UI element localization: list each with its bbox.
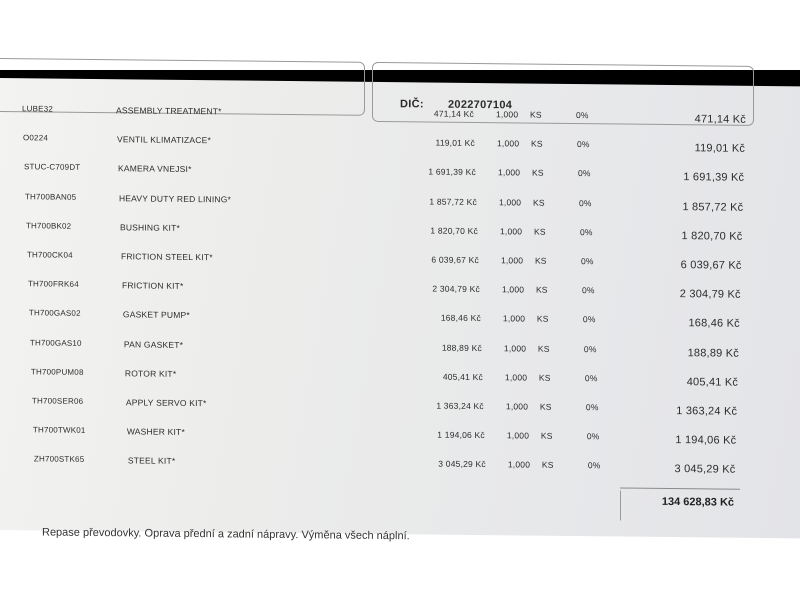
table-row	[0, 454, 800, 478]
item-discount: 0%	[585, 402, 599, 413]
item-unit: KS	[530, 109, 542, 120]
item-total: 1 691,39 Kč	[683, 171, 745, 185]
item-code: TH700PUM08	[30, 367, 84, 377]
item-code: TH700TWK01	[32, 425, 86, 436]
table-row	[0, 279, 800, 303]
item-quantity: 1,000	[496, 109, 519, 120]
item-description: KAMERA VNEJSI*	[117, 163, 192, 175]
item-unit-price: 1 857,72 Kč	[429, 196, 477, 207]
item-quantity: 1,000	[498, 196, 522, 208]
table-row	[0, 425, 800, 449]
item-code: O0224	[22, 133, 49, 143]
document-photo	[0, 70, 800, 543]
item-description: BUSHING KIT*	[119, 222, 180, 233]
item-unit-price: 405,41 Kč	[442, 371, 483, 382]
item-quantity: 1,000	[505, 401, 529, 412]
item-quantity: 1,000	[504, 372, 528, 383]
item-quantity: 1,000	[499, 226, 523, 237]
item-quantity: 1,000	[500, 255, 524, 266]
item-quantity: 1,000	[497, 167, 521, 178]
item-total: 2 304,79 Kč	[679, 288, 741, 301]
item-unit: KS	[540, 430, 553, 441]
item-description: STEEL KIT*	[127, 455, 176, 467]
item-total: 1 194,06 Kč	[675, 434, 737, 447]
item-unit-price: 188,89 Kč	[441, 342, 482, 353]
item-discount: 0%	[579, 226, 593, 238]
item-code: TH700BK02	[25, 221, 72, 231]
item-discount: 0%	[583, 343, 597, 354]
item-description: APPLY SERVO KIT*	[125, 397, 207, 409]
item-code: TH700BAN05	[24, 191, 77, 202]
item-total: 3 045,29 Kč	[674, 463, 736, 477]
item-unit: KS	[538, 372, 551, 383]
item-quantity: 1,000	[501, 284, 525, 295]
grand-total: 134 628,83 Kč	[661, 495, 734, 509]
item-unit: KS	[534, 255, 547, 266]
item-total: 6 039,67 Kč	[680, 259, 742, 272]
item-unit: KS	[539, 401, 552, 412]
item-description: WASHER KIT*	[126, 426, 185, 438]
item-code: TH700CK04	[26, 250, 73, 260]
item-total: 188,89 Kč	[687, 346, 739, 360]
item-discount: 0%	[581, 285, 595, 296]
table-row	[0, 396, 800, 420]
item-unit: KS	[537, 343, 550, 354]
item-quantity: 1,000	[507, 459, 531, 470]
table-row	[0, 308, 800, 332]
item-description: GASKET PUMP*	[122, 309, 190, 321]
item-unit-price: 2 304,79 Kč	[432, 283, 480, 295]
item-description: PAN GASKET*	[123, 338, 184, 350]
item-description: ASSEMBLY TREATMENT*	[116, 105, 222, 117]
item-description: ROTOR KIT*	[124, 368, 177, 379]
item-total: 119,01 Kč	[694, 142, 746, 155]
item-unit: KS	[535, 284, 548, 295]
item-unit-price: 168,46 Kč	[440, 313, 481, 324]
item-quantity: 1,000	[496, 138, 520, 149]
item-total: 1 363,24 Kč	[676, 405, 738, 418]
item-unit-price: 6 039,67 Kč	[431, 254, 479, 266]
table-row	[0, 162, 800, 186]
tax-id-label: DIČ:	[400, 98, 424, 111]
table-row	[0, 250, 800, 274]
item-quantity: 1,000	[506, 430, 530, 441]
item-unit-price: 1 363,24 Kč	[436, 400, 484, 412]
item-total: 1 820,70 Kč	[681, 229, 743, 243]
item-description: VENTIL KLIMATIZACE*	[116, 134, 211, 146]
item-quantity: 1,000	[503, 342, 527, 354]
item-discount: 0%	[582, 314, 596, 325]
item-discount: 0%	[586, 431, 600, 442]
total-divider	[620, 487, 740, 489]
item-code: TH700GAS10	[29, 337, 82, 348]
item-unit-price: 3 045,29 Kč	[438, 458, 486, 470]
item-discount: 0%	[578, 197, 592, 208]
table-row	[0, 133, 800, 157]
item-quantity: 1,000	[502, 313, 526, 324]
item-unit: KS	[531, 167, 544, 179]
item-unit: KS	[536, 314, 549, 325]
item-description: HEAVY DUTY RED LINING*	[118, 192, 232, 205]
table-row	[0, 338, 800, 362]
item-discount: 0%	[576, 139, 590, 150]
table-row	[0, 367, 800, 391]
item-code: TH700GAS02	[28, 308, 81, 319]
item-code: LUBE32	[22, 104, 53, 114]
item-unit-price: 471,14 Kč	[433, 108, 474, 119]
item-discount: 0%	[576, 110, 589, 121]
item-code: TH700FRK64	[27, 279, 79, 290]
item-unit-price: 1 194,06 Kč	[437, 429, 485, 441]
item-discount: 0%	[584, 372, 598, 384]
item-unit: KS	[530, 138, 543, 149]
invoice-sheet	[0, 78, 800, 543]
item-description: FRICTION KIT*	[121, 280, 184, 292]
item-total: 405,41 Kč	[686, 375, 739, 389]
item-unit: KS	[532, 197, 545, 208]
item-unit-price: 1 820,70 Kč	[430, 225, 478, 236]
item-description: FRICTION STEEL KIT*	[120, 251, 213, 263]
item-discount: 0%	[577, 168, 591, 179]
item-total: 1 857,72 Kč	[682, 200, 744, 214]
work-description-note: Repase převodovky. Oprava přední a zadní nápravy. Výměna všech náplní.	[42, 526, 410, 543]
item-unit-price: 119,01 Kč	[435, 137, 475, 149]
table-row	[0, 221, 800, 245]
item-code: TH700SER06	[31, 396, 84, 406]
tax-id-value: 2022707104	[448, 98, 513, 112]
item-code: ZH700STK65	[33, 454, 85, 465]
item-total: 471,14 Kč	[694, 113, 746, 126]
table-row	[0, 192, 800, 216]
item-total: 168,46 Kč	[688, 317, 740, 331]
item-unit: KS	[541, 460, 554, 471]
item-code: STUC-C709DT	[23, 162, 81, 173]
item-discount: 0%	[587, 460, 601, 471]
item-discount: 0%	[580, 256, 594, 267]
item-unit: KS	[533, 226, 546, 237]
item-unit-price: 1 691,39 Kč	[428, 166, 476, 178]
